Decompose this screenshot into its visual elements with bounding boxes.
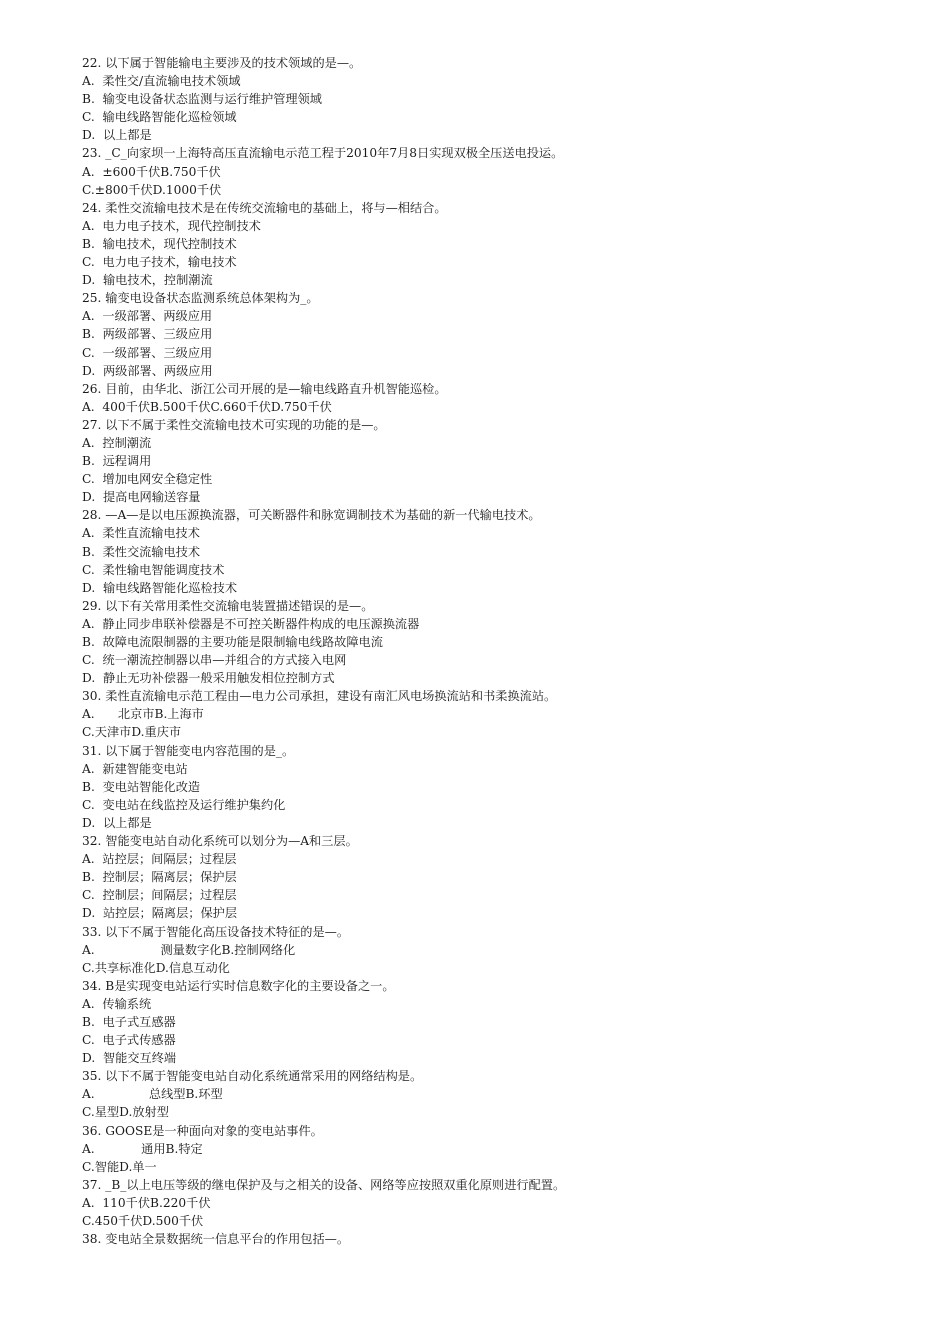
text-line: 23. _C_向家坝一上海特高压直流输电示范工程于2010年7月8日实现双极全压送电投运。 bbox=[82, 146, 564, 161]
text-line: A. 通用B.特定 bbox=[82, 1141, 203, 1156]
text-line: 22. 以下属于智能输电主要涉及的技术领域的是—。 bbox=[82, 56, 362, 70]
text-line: 32. 智能变电站自动化系统可以划分为—A和三层。 bbox=[82, 834, 358, 849]
text-line: B. 输电技术，现代控制技术 bbox=[82, 236, 237, 251]
text-line: D. 静止无功补偿器一般采用触发相位控制方式 bbox=[82, 671, 335, 686]
text-line: C. 输电线路智能化巡检领域 bbox=[82, 110, 237, 125]
text-line: A. 站控层；间隔层；过程层 bbox=[82, 852, 237, 867]
text-line: 29. 以下有关常用柔性交流输电装置描述错误的是—。 bbox=[82, 598, 374, 613]
text-line: B. 输变电设备状态监测与运行维护管理领域 bbox=[82, 92, 322, 107]
text-line: D. 站控层；隔离层；保护层 bbox=[82, 906, 238, 921]
text-line: D. 输电技术，控制潮流 bbox=[82, 273, 213, 288]
text-line: 36. GOOSE是一种面向对象的变电站事件。 bbox=[82, 1123, 323, 1138]
text-line: 30. 柔性直流输电示范工程由—电力公司承担，建设有南汇风电场换流站和书柔换流站。 bbox=[82, 689, 557, 704]
text-line: B. 远程调用 bbox=[82, 454, 152, 469]
text-line: 31. 以下属于智能变电内容范围的是_。 bbox=[82, 743, 295, 758]
text-line: C.天津市D.重庆市 bbox=[82, 725, 182, 740]
text-line: C.共享标准化D.信息互动化 bbox=[82, 960, 230, 975]
text-line: D. 两级部署、两级应用 bbox=[82, 363, 213, 378]
text-line: A. 柔性直流输电技术 bbox=[82, 526, 200, 541]
text-line: C.星型D.放射型 bbox=[82, 1105, 169, 1120]
text-line: 25. 输变电设备状态监测系统总体架构为_。 bbox=[82, 291, 319, 306]
text-line: D. 提高电网输送容量 bbox=[82, 490, 201, 505]
text-line: A. 400千伏B.500千伏C.660千伏D.750千伏 bbox=[82, 399, 332, 414]
text-line: B. 控制层；隔离层；保护层 bbox=[82, 870, 237, 885]
text-line: B. 电子式互感器 bbox=[82, 1014, 176, 1029]
text-line: C.智能D.单一 bbox=[82, 1159, 157, 1174]
text-line: B. 两级部署、三级应用 bbox=[82, 327, 213, 342]
text-line: D. 以上都是 bbox=[82, 815, 152, 830]
text-line: C. 柔性输电智能调度技术 bbox=[82, 562, 225, 577]
text-line: A. ±600千伏B.750千伏 bbox=[82, 164, 221, 179]
text-line: 26. 目前，由华北、浙江公司开展的是—输电线路直升机智能巡检。 bbox=[82, 381, 447, 396]
text-line: D. 智能交互终端 bbox=[82, 1051, 177, 1066]
text-line: 37. _B_以上电压等级的继电保护及与之相关的设备、网络等应按照双重化原则进行配置。 bbox=[82, 1177, 566, 1192]
text-line: 34. B是实现变电站运行实时信息数字化的主要设备之一。 bbox=[82, 978, 395, 993]
text-line: A. 传输系统 bbox=[82, 996, 152, 1011]
text-line: A. 一级部署、两级应用 bbox=[82, 309, 213, 324]
text-line: C. 电力电子技术，输电技术 bbox=[82, 255, 237, 270]
text-line: B. 故障电流限制器的主要功能是限制输电线路故障电流 bbox=[82, 635, 383, 649]
text-line: D. 输电线路智能化巡检技术 bbox=[82, 580, 238, 595]
text-line: A. 110千伏B.220千伏 bbox=[82, 1195, 211, 1210]
text-line: 27. 以下不属于柔性交流输电技术可实现的功能的是—。 bbox=[82, 417, 386, 432]
text-line: C. 变电站在线监控及运行维护集约化 bbox=[82, 797, 286, 812]
text-line: A. 柔性交/直流输电技术领域 bbox=[82, 74, 241, 89]
text-line: C. 增加电网安全稳定性 bbox=[82, 472, 213, 487]
text-line: 28. —A—是以电压源换流器，可关断器件和脉宽调制技术为基础的新一代输电技术。 bbox=[82, 508, 541, 523]
text-line: A. 北京市B.上海市 bbox=[82, 707, 204, 722]
text-line: D. 以上都是 bbox=[82, 128, 152, 143]
text-line: A. 总线型B.环型 bbox=[82, 1087, 223, 1102]
text-line: C.450千伏D.500千伏 bbox=[82, 1214, 204, 1228]
text-line: 33. 以下不属于智能化高压设备技术特征的是—。 bbox=[82, 924, 350, 939]
text-line: C. 一级部署、三级应用 bbox=[82, 345, 213, 360]
text-line: 38. 变电站全景数据统一信息平台的作用包括—。 bbox=[82, 1232, 350, 1247]
text-line: A. 测量数字化B.控制网络化 bbox=[82, 942, 296, 957]
text-line: A. 新建智能变电站 bbox=[82, 761, 188, 776]
text-line: C. 电子式传感器 bbox=[82, 1033, 176, 1048]
document-page bbox=[82, 54, 922, 1248]
text-line: 24. 柔性交流输电技术是在传统交流输电的基础上，将与—相结合。 bbox=[82, 200, 447, 215]
text-line: 35. 以下不属于智能变电站自动化系统通常采用的网络结构是。 bbox=[82, 1069, 423, 1084]
text-line: B. 变电站智能化改造 bbox=[82, 779, 201, 794]
text-line: B. 柔性交流输电技术 bbox=[82, 544, 201, 559]
text-line: A. 控制潮流 bbox=[82, 435, 152, 450]
text-line: A. 静止同步串联补偿器是不可控关断器件构成的电压源换流器 bbox=[82, 616, 420, 631]
text-line: C.±800千伏D.1000千伏 bbox=[82, 182, 222, 197]
text-line: C. 控制层；间隔层；过程层 bbox=[82, 888, 237, 903]
text-line: C. 统一潮流控制器以串—并组合的方式接入电网 bbox=[82, 653, 347, 668]
text-line: A. 电力电子技术，现代控制技术 bbox=[82, 218, 261, 233]
